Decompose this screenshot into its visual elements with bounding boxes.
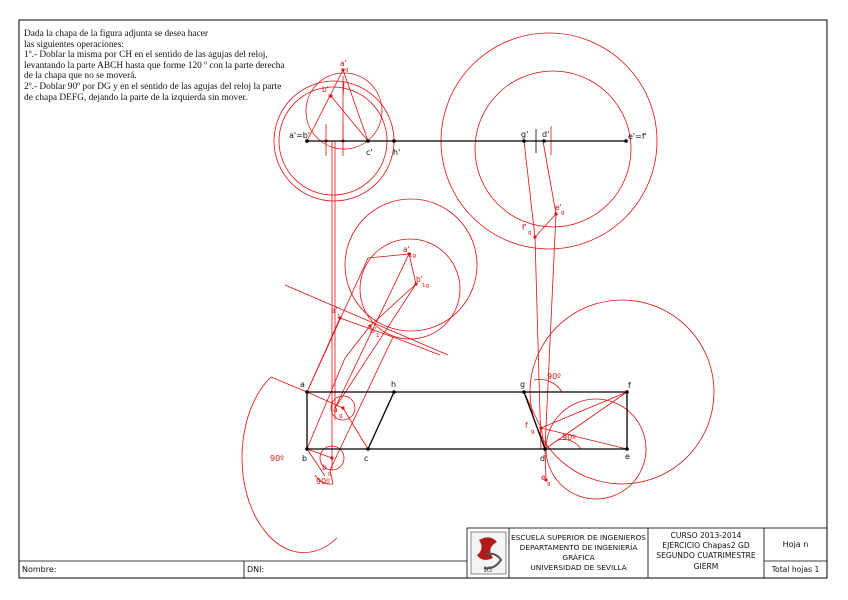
school-line: UNIVERSIDAD DE SEVILLA: [530, 563, 627, 572]
label-eg: e: [541, 473, 546, 482]
statement-line: 1º.- Doblar la misma por CH en el sentido de las agujas del reloj,: [24, 50, 268, 61]
label-a1g: a': [403, 245, 410, 254]
angle-left-small: 90º: [316, 477, 330, 486]
sheet-border: [19, 20, 827, 578]
svg-text:1: 1: [376, 333, 380, 339]
elev-circle-right-small: [475, 71, 631, 227]
label-f: f: [628, 381, 631, 390]
label-a: a: [300, 380, 305, 389]
total-sheets: Total hojas 1: [771, 565, 820, 574]
label-eg-elev: e': [555, 203, 562, 212]
label-b1g: b': [416, 275, 423, 284]
svg-text:1g: 1g: [422, 283, 429, 289]
university-logo: [471, 532, 506, 574]
statement-line: levantando la parte ABCH hasta que forme 120 º con la parte derecha: [24, 60, 285, 71]
fold-axis-diag: [285, 285, 448, 355]
school-line: ESCUELA SUPERIOR DE INGENIEROS: [511, 533, 646, 542]
sheet-number: Hoja n: [782, 540, 809, 549]
red-labels: [322, 59, 565, 487]
label-ab-prime: a'=b': [289, 131, 311, 140]
label-ef-prime: e'=f': [628, 132, 647, 141]
label-ag: a: [333, 405, 338, 414]
svg-text:1g: 1g: [409, 253, 416, 259]
exercise-statement: [24, 29, 314, 103]
course-line: CURSO 2013-2014: [670, 531, 742, 540]
course-line: GIERM: [693, 561, 719, 571]
svg-text:g: g: [328, 93, 332, 99]
black-geometry: [307, 129, 627, 449]
svg-text:g: g: [561, 210, 565, 216]
dni-label: DNI:: [247, 565, 265, 574]
label-bg: b: [322, 463, 327, 472]
svg-text:g: g: [328, 471, 332, 477]
label-b: b: [302, 454, 308, 463]
label-h: h: [391, 380, 397, 389]
label-fg-elev: f': [522, 223, 527, 232]
label-h-prime: h': [393, 148, 401, 157]
label-a1: a': [331, 306, 338, 315]
angle-left-large: 90º: [270, 454, 284, 463]
angle-right-bottom: 90º: [562, 433, 576, 442]
course-line: EJERCICIO Chapas2 GD: [662, 541, 750, 551]
svg-text:g: g: [339, 413, 343, 419]
label-g-prime: g': [521, 130, 529, 139]
angle-right-top: 90º: [547, 372, 561, 381]
statement-line: de la chapa que no se moverá.: [24, 71, 137, 82]
svg-text:g: g: [547, 481, 551, 487]
label-d: d: [540, 454, 546, 463]
label-bg-top: b': [322, 85, 329, 94]
red-construction: [242, 33, 714, 553]
label-fg: f: [525, 421, 528, 430]
course-line: SEGUNDO CUATRIMESTRE: [656, 551, 756, 561]
svg-text:g: g: [531, 429, 535, 435]
label-e: e: [625, 452, 630, 461]
school-line: DEPARTAMENTO DE INGENIERÍA GRÁFICA: [519, 543, 638, 562]
label-d-prime: d': [542, 130, 550, 139]
svg-text:g: g: [528, 230, 532, 236]
label-ag-top: a': [340, 59, 347, 68]
statement-line: de chapa DEFG, dejando la parte de la izquierda sin mover.: [24, 92, 248, 103]
label-c: c: [364, 454, 369, 463]
label-b1: b': [370, 326, 377, 335]
logo-text: IG: [483, 565, 493, 574]
label-c-prime: c': [366, 148, 373, 157]
statement-line: las siguientes operaciones:: [24, 39, 124, 50]
name-label: Nombre:: [22, 565, 57, 574]
black-points: [305, 139, 629, 451]
label-g: g: [520, 380, 526, 389]
svg-text:g: g: [345, 67, 349, 73]
school-info: [509, 533, 648, 573]
course-info: [648, 531, 764, 572]
svg-text:1: 1: [337, 314, 341, 320]
statement-line: Dada la chapa de la figura adjunta se desea hacer: [24, 29, 209, 39]
statement-line: 2º.- Doblar 90º por DG y en el sentido de las agujas del reloj la parte: [24, 81, 282, 92]
